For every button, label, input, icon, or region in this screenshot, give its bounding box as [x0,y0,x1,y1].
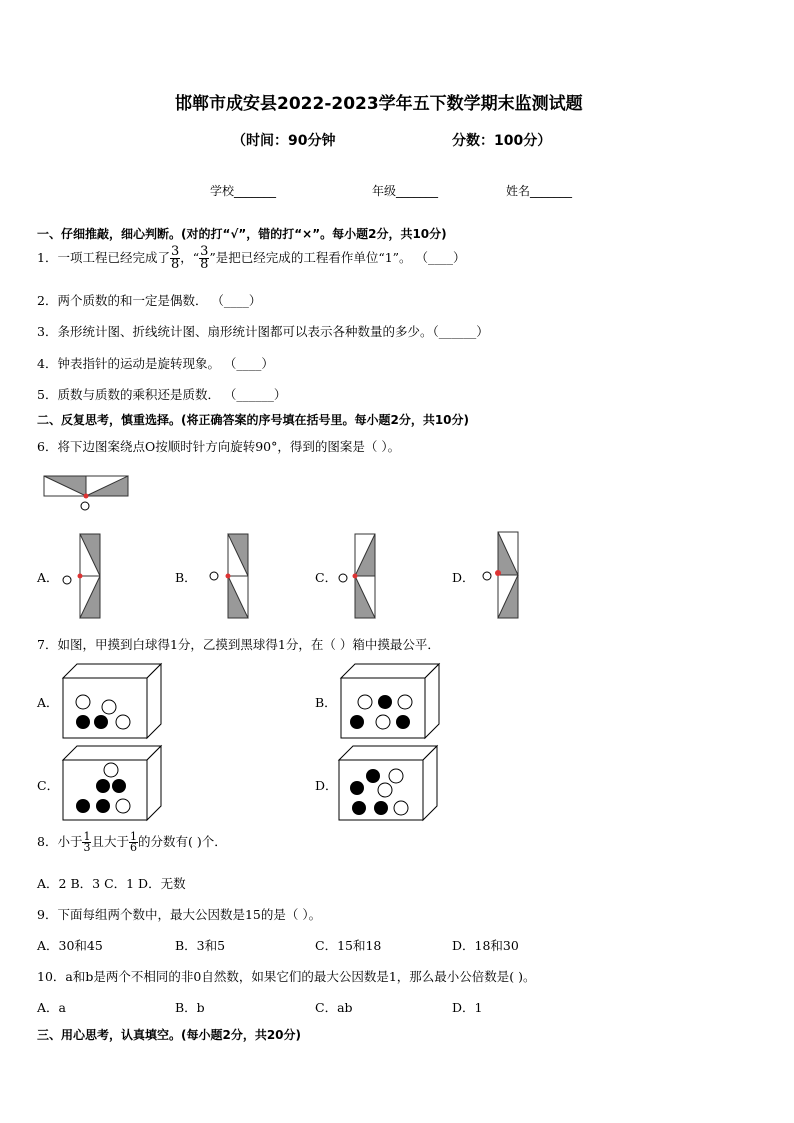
school-field: 学校_______ [210,184,277,198]
question-7: 7．如图，甲摸到白球得1分，乙摸到黑球得1分，在（ ）箱中摸最公平． [37,637,440,652]
exam-time: （时间：90分钟 [232,133,336,149]
fraction-3-8: $\frac{3}{8}$ [170,244,180,272]
q7-box-c [63,746,163,822]
q10-option-b: B．b [175,1000,205,1015]
q9-option-a: A．30和45 [37,938,103,953]
q6-option-b-label: B． [175,570,197,585]
question-9: 9．下面每组两个数中，最大公因数是15的是（ ）。 [37,907,322,922]
question-1: 1．一项工程已经完成了 $\frac{3}{8}$ ，“ $\frac{3}{8}$ ”是把已经完成的工程看作单位“1”。 （____） [37,244,466,272]
question-4: 4．钟表指针的运动是旋转现象。 （____） [37,356,274,371]
exam-score: 分数：100分） [452,133,552,149]
fraction-1-3: $\frac{1}{3}$ [83,830,91,854]
q6-option-c-figure [336,534,380,620]
q6-option-d-label: D． [452,570,475,585]
q8-options: A．2 B．3 C．1 D．无数 [37,876,186,891]
q6-option-a-label: A． [37,570,59,585]
q7-box-d [339,746,439,822]
q7-box-a [63,664,163,740]
q7-option-a-label: A． [37,695,59,710]
q6-option-d-figure [478,532,522,620]
grade-field: 年级_______ [372,184,439,198]
q6-option-c-label: C． [315,570,338,585]
fraction-1-6: $\frac{1}{6}$ [129,830,137,854]
q10-option-d: D．1 [452,1000,483,1015]
page-title: 邯郸市成安县2022-2023学年五下数学期末监测试题 [175,94,583,114]
question-8: 8．小于 $\frac{1}{3}$ 且大于 $\frac{1}{6}$ 的分数有( )个． [37,830,227,854]
q10-option-c: C．ab [315,1000,353,1015]
q9-option-b: B．3和5 [175,938,226,953]
name-field: 姓名_______ [506,184,573,198]
fraction-3-8-quoted: $\frac{3}{8}$ [200,244,209,272]
question-5: 5．质数与质数的乘积还是质数． （______） [37,387,287,402]
section2-heading: 二、反复思考，慎重选择。(将正确答案的序号填在括号里。每小题2分，共10分) [37,413,470,427]
question-6: 6．将下边图案绕点O按顺时针方向旋转90°，得到的图案是（ ）。 [37,439,401,454]
question-3: 3．条形统计图、折线统计图、扇形统计图都可以表示各种数量的多少。（______） [37,324,489,339]
section1-heading: 一、仔细推敲，细心判断。(对的打“√”，错的打“×”。每小题2分，共10分) [37,227,447,241]
q6-option-a-figure [62,534,104,620]
q9-option-c: C．15和18 [315,938,382,953]
q7-option-c-label: C． [37,778,60,793]
q6-original-pattern [44,476,130,512]
q6-option-b-figure [206,534,250,620]
section3-heading: 三、用心思考，认真填空。(每小题2分，共20分) [37,1028,302,1042]
q7-option-b-label: B． [315,695,337,710]
question-10: 10．a和b是两个不相同的非0自然数，如果它们的最大公因数是1，那么最小公倍数是( )。 [37,969,536,984]
q7-option-d-label: D． [315,778,338,793]
question-2: 2．两个质数的和一定是偶数． （____） [37,293,262,308]
q9-option-d: D．18和30 [452,938,519,953]
q10-option-a: A．a [37,1000,66,1015]
q7-box-b [341,664,441,740]
